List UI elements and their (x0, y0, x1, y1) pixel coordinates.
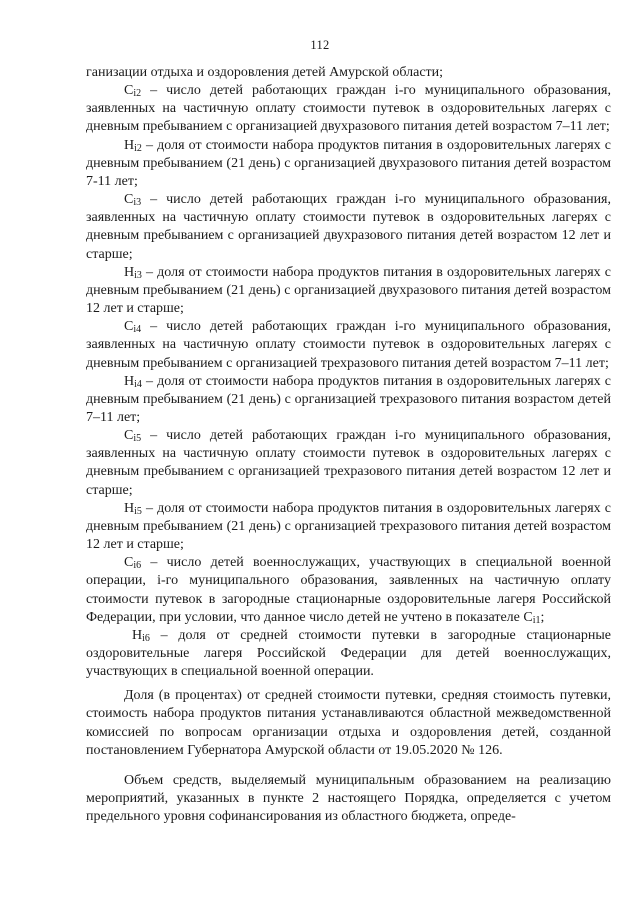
variable-symbol: Н (132, 627, 143, 643)
definition-text: – число детей работающих граждан i-го муниципального образования, заявленных на частичную оплату стоимости путевок в оздоровительных лагерях с дневным пребыванием с организацией двухразового питания детей возрастом 7–11 лет; (86, 83, 611, 135)
paragraph-share-rules (86, 687, 611, 760)
paragraph-text: Доля (в процентах) от средней стоимости путевки, средняя стоимость путевки, стоимость набора продуктов питания устанавливаются областной межведомственной комиссией по вопросам организации отдыха и оздоровления детей, созданной постановлением Губернатора Амурской области от 19.05.2020 № 126. (86, 688, 611, 758)
variable-symbol: С (124, 428, 134, 444)
definition-text: – число детей работающих граждан i-го муниципального образования, заявленных на частичную оплату стоимости путевок в оздоровительных лагерях с дневным пребыванием с организацией трехразового питания детей возрастом 7–11 лет; (86, 319, 611, 371)
definition-c-i3 (86, 191, 611, 264)
definition-text: – число детей военнослужащих, участвующих в специальной военной операции, i-го муниципального образования, заявленных на частичную оплату стоимости путевок в загородные стационарные оздоровительные лагеря Российской Федерации, при условии, что данное число детей не учтено в показателе С (86, 555, 611, 625)
definition-tail: ; (540, 609, 545, 625)
definition-h-i6 (86, 627, 611, 681)
definition-c-i6 (86, 554, 611, 627)
definition-text: – доля от средней стоимости путевки в загородные стационарные оздоровительные лагеря Российской Федерации для детей военнослужащих, участвующих в специальной военной операции. (86, 627, 611, 680)
definition-text: – доля от стоимости набора продуктов питания в оздоровительных лагерях с дневным пребыванием (21 день) с организацией двухразового питания детей возрастом 12 лет и старше; (86, 264, 611, 317)
definition-h-i2 (86, 137, 611, 191)
variable-symbol: Н (124, 137, 135, 153)
definition-h-i5 (86, 500, 611, 554)
definition-text: – число детей работающих граждан i-го муниципального образования, заявленных на частичную оплату стоимости путевок в оздоровительных лагерях с дневным пребыванием с организацией двухразового питания детей возрастом 12 лет и старше; (86, 192, 611, 262)
variable-subscript: i6 (142, 632, 150, 644)
variable-subscript: i2 (134, 142, 142, 154)
variable-subscript: i5 (133, 433, 142, 445)
document-body (86, 64, 611, 826)
definition-c-i4 (86, 318, 611, 372)
variable-subscript: i4 (133, 324, 142, 336)
definition-text: – доля от стоимости набора продуктов питания в оздоровительных лагерях с дневным пребыванием (21 день) с организацией трехразового питания возрастом детей 7–11 лет; (86, 373, 611, 425)
variable-symbol: Н (124, 264, 135, 280)
variable-symbol: С (124, 192, 134, 208)
paragraph-text: Объем средств, выделяемый муниципальным образованием на реализацию мероприятий, указанных в пункте 2 настоящего Порядка, определяется с учетом предельного уровня софинансирования из областного бюджета, опреде- (86, 772, 611, 825)
paragraph-continuation (86, 64, 611, 82)
definition-c-i2 (86, 82, 611, 136)
variable-subscript: i4 (134, 378, 142, 390)
variable-subscript: i5 (134, 505, 142, 517)
variable-symbol: С (124, 319, 134, 335)
definition-h-i4 (86, 373, 611, 427)
paragraph-text: ганизации отдыха и оздоровления детей Амурской области; (86, 65, 444, 80)
variable-subscript: i6 (133, 560, 142, 572)
definition-text: – доля от стоимости набора продуктов питания в оздоровительных лагерях с дневным пребыванием (21 день) с организацией двухразового питания детей возрастом 7-11 лет; (86, 137, 611, 189)
page-number: 112 (310, 38, 330, 52)
definition-text: – число детей работающих граждан i-го муниципального образования, заявленных на частичную оплату стоимости путевок в оздоровительных лагерях с дневным пребыванием с организацией трехразового питания детей возрастом 12 лет и старше; (86, 428, 611, 498)
paragraph-funding-volume (86, 772, 611, 826)
definition-text: – доля от стоимости набора продуктов питания в оздоровительных лагерях с дневным пребыванием (21 день) с организацией трехразового питания детей возрастом 12 лет и старше; (86, 500, 611, 553)
variable-symbol: С (124, 555, 134, 571)
definition-c-i5 (86, 427, 611, 500)
variable-symbol: Н (124, 500, 135, 516)
variable-subscript: i3 (133, 197, 142, 209)
variable-symbol: С (124, 83, 134, 99)
variable-symbol: Н (124, 373, 135, 389)
variable-subscript: i2 (133, 88, 142, 100)
definition-h-i3 (86, 264, 611, 318)
variable-subscript: i1 (532, 614, 541, 626)
variable-subscript: i3 (134, 269, 142, 281)
